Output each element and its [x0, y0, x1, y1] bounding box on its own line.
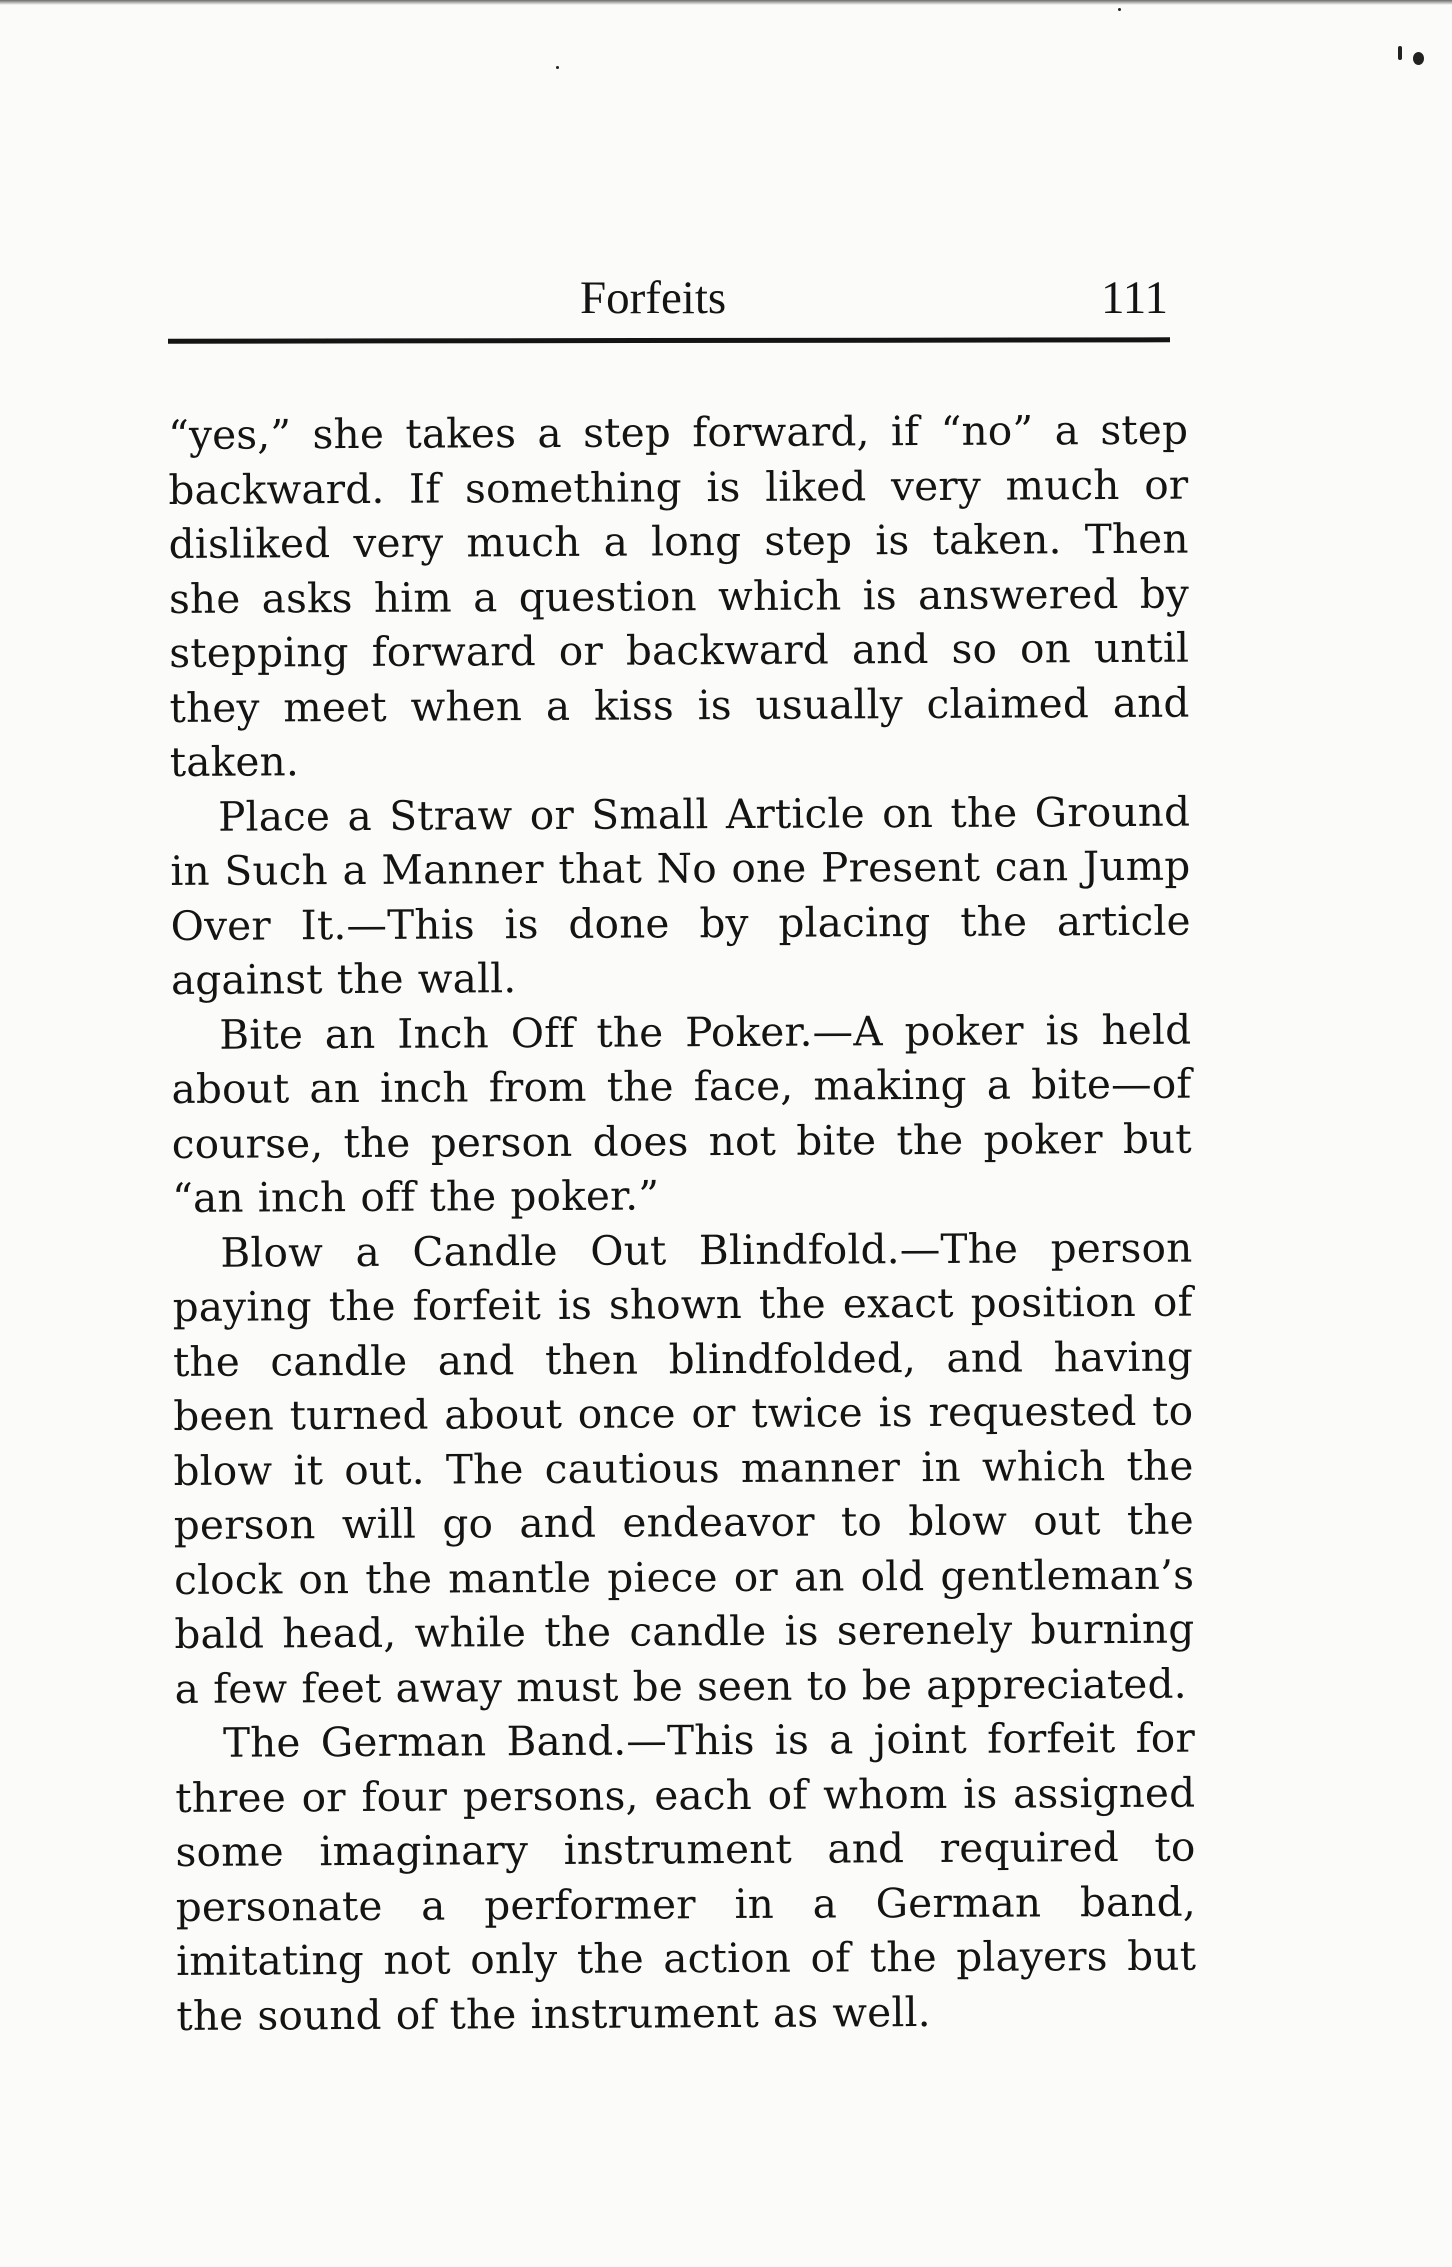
ink-speck — [1118, 8, 1121, 11]
body-text — [168, 403, 1197, 2043]
header-rule — [168, 337, 1170, 343]
paragraph-poker-forfeit: Bite an Inch Off the Poker.—A poker is held about an inch from the face, making a bite—of course, the person does not bite the poker but “an inch off the poker.” — [171, 1005, 1192, 1222]
page-header — [168, 268, 1168, 340]
running-head: Forfeits — [580, 272, 727, 324]
paragraph-german-band-forfeit: The German Band.—This is a joint forfeit for three or four persons, each of whom is assigned some imaginary instrument and required to personate a performer in a German band, imitating not only the action of the players but the sound of the instrument as well. — [175, 1713, 1197, 2040]
page-number: 111 — [1100, 272, 1168, 324]
scan-edge — [0, 0, 1452, 5]
paragraph-candle-forfeit: Blow a Candle Out Blindfold.—The person paying the forfeit is shown the exact position of the candle and then blindfolded, and having been turned about once or twice is requested to blow it out. The cautious manner in which the person will go and endeavor to blow out the clock on the mantle piece or an old gentleman’s bald head, while the candle is serenely burning a few feet away must be seen to be appreciated. — [172, 1223, 1195, 1713]
paragraph-straw-forfeit: Place a Straw or Small Article on the Ground in Such a Manner that No one Present can Jump Over It.—This is done by placing the article against the wall. — [170, 787, 1191, 1004]
ink-speck — [556, 66, 559, 69]
ink-speck — [1413, 52, 1424, 65]
ink-speck — [1398, 46, 1402, 60]
paragraph-continuation: “yes,” she takes a step forward, if “no” a step backward. If something is liked very much or disliked very much a long step is taken. Then she asks him a question which is answered by stepping forward or backward and so on until they meet when a kiss is usually claimed and taken. — [168, 405, 1190, 786]
